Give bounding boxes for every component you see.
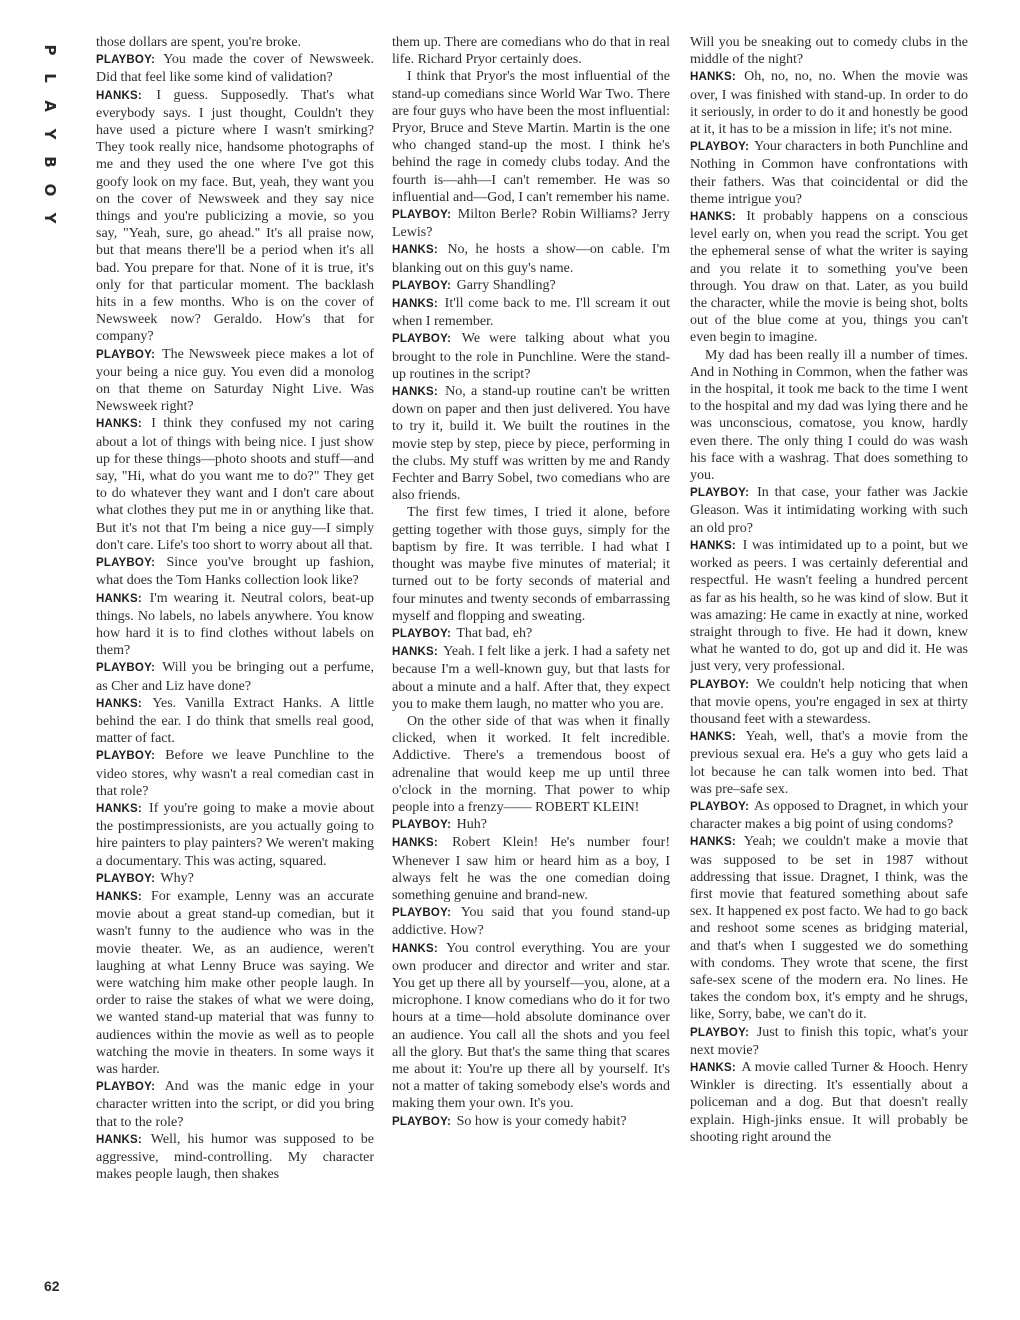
paragraph-text: My dad has been really ill a number of times. And in Nothing in Common, when the father was in the hospital, it took me back to the time I went to the hospital and my dad was lying there and he was unconscious, comatose, you know, hardly even there. The only thing I could do was wash his face with a washrag. That does something to you. — [690, 347, 968, 484]
paragraph-text: On the other side of that was when it finally clicked, when it worked. It felt incredible. Addictive. There's a tremendous boost of adrenaline that would keep me up until three o'clock in the morning. That power to whip people into a frenzy—— ROBERT KLEIN! — [392, 713, 670, 815]
speaker-label: HANKS: — [392, 386, 438, 399]
paragraph-text: Will you be bringing out a perfume, as Cher and Liz have done? — [96, 660, 374, 694]
page-number: 62 — [44, 1278, 60, 1294]
speaker-label: HANKS: — [392, 244, 438, 257]
paragraph-text: I think they confused my not caring about a lot of things with being nice. I just show up for these things—photo shoots and stuff—and say, "Hi, what do you want me to do?" They get to do whatever they want and I don't care about what clothes they put me in or anything like that. But it's not that I'm being a nice guy—I simply don't care. Life's too short to worry about all that. — [96, 416, 374, 553]
paragraph-text: A movie called Turner & Hooch. Henry Winkler is directing. It's essentially about a policeman and a dog. But that doesn't really explain. High-jinks ensue. It will probably be shooting right around the — [690, 1059, 968, 1145]
interview-exchange — [392, 625, 670, 643]
interview-exchange — [690, 68, 968, 138]
interview-exchange — [96, 695, 374, 748]
paragraph-text: Well, his humor was supposed to be aggressive, mind-controlling. My character makes people laugh, then shakes — [96, 1131, 374, 1183]
paragraph-text: Your characters in both Punchline and Nothing in Common have confrontations with their fathers. Was that coincidental or did the theme intrigue you? — [690, 139, 968, 207]
paragraph-text: We couldn't help noticing that when that movie opens, you're engaged in sex at thirty thousand feet with a stewardess. — [690, 676, 968, 727]
speaker-label: HANKS: — [392, 298, 438, 311]
speaker-label: HANKS: — [96, 890, 142, 903]
interview-exchange — [96, 888, 374, 1078]
running-head-letter: B — [41, 156, 59, 168]
paragraph-text: Just to finish this topic, what's your next movie? — [690, 1024, 968, 1058]
paragraph-text: Milton Berle? Robin Williams? Jerry Lewis? — [392, 207, 670, 241]
speaker-label: HANKS: — [690, 836, 736, 849]
interview-exchange — [96, 590, 374, 660]
interview-exchange — [392, 277, 670, 295]
interview-exchange — [96, 870, 374, 888]
paragraph-text: Yeah, well, that's a movie from the previous sexual era. He's a guy who gets laid a lot because he can talk women into bed. That was pre–safe sex. — [690, 729, 968, 797]
speaker-label: PLAYBOY: — [392, 907, 452, 920]
interview-exchange — [392, 241, 670, 276]
speaker-label: PLAYBOY: — [690, 1026, 750, 1039]
interview-exchange — [96, 87, 374, 346]
interview-exchange — [392, 816, 670, 834]
interview-exchange — [392, 330, 670, 383]
text-column-3 — [690, 34, 968, 1296]
paragraph-text: You said that you found stand-up addictive. How? — [392, 905, 670, 939]
speaker-label: PLAYBOY: — [96, 557, 156, 570]
interview-exchange — [392, 643, 670, 713]
speaker-label: PLAYBOY: — [690, 487, 750, 500]
interview-exchange — [96, 800, 374, 870]
paragraph-text: We were talking about what you brought to the role in Punchline. Were the stand-up routines in the script? — [392, 331, 670, 382]
interview-exchange — [96, 554, 374, 589]
running-head-letter: Y — [41, 128, 59, 140]
interview-exchange — [392, 940, 670, 1113]
interview-exchange — [392, 206, 670, 241]
speaker-label: HANKS: — [96, 802, 142, 815]
interview-exchange — [392, 383, 670, 504]
running-head-letter: Y — [41, 212, 59, 224]
speaker-label: PLAYBOY: — [690, 141, 750, 154]
interview-exchange — [96, 1078, 374, 1131]
paragraph-text: them up. There are comedians who do that in real life. Richard Pryor certainly does. — [392, 35, 670, 68]
interview-exchange — [96, 51, 374, 86]
paragraph-text: For example, Lenny was an accurate movie about a great stand-up comedian, but it wasn't funny to the audience who was in the movie theater. We, as an audience, weren't laughing at what Lenny Bruce was saying. We were watching him make other people laugh. In order to raise the stakes of what we were doing, we wanted stand-up material that was funny to audiences within the movie as well as to people watching the movie in theaters. In some ways it was harder. — [96, 888, 374, 1077]
paragraph-text: It probably happens on a conscious level early on, when you read the script. You get the ephemeral sense of what the writer is saying and you relate it to something you've been through. You draw on that. Later, as you build the character, while the movie is being shot, bolts out of the blue come at you, things you can't even begin to imagine. — [690, 209, 968, 346]
interview-exchange — [392, 834, 670, 904]
speaker-label: PLAYBOY: — [392, 627, 452, 640]
paragraph-text: Will you be sneaking out to comedy clubs in the middle of the night? — [690, 35, 968, 68]
speaker-label: PLAYBOY: — [392, 1115, 452, 1128]
paragraph-text: The first few times, I tried it alone, before getting together with those guys, simply for the baptism by fire. It was terrible. I had what I thought was maybe five minutes of material; it turned out to be forty seconds of material and four minutes and twenty seconds of embarrassing myself and flopping and sweating. — [392, 505, 670, 624]
interview-exchange — [690, 728, 968, 798]
speaker-label: PLAYBOY: — [96, 54, 156, 67]
paragraph-text: So how is your comedy habit? — [456, 1113, 627, 1129]
speaker-label: PLAYBOY: — [690, 800, 750, 813]
interview-exchange — [690, 1024, 968, 1059]
speaker-label: HANKS: — [690, 71, 736, 84]
speaker-label: PLAYBOY: — [392, 819, 452, 832]
speaker-label: PLAYBOY: — [96, 662, 156, 675]
interview-exchange — [392, 295, 670, 330]
text-column-1 — [96, 34, 374, 1296]
speaker-label: HANKS: — [690, 731, 736, 744]
speaker-label: PLAYBOY: — [96, 348, 156, 361]
speaker-label: HANKS: — [96, 592, 142, 605]
interview-exchange — [392, 904, 670, 939]
interview-exchange — [96, 346, 374, 416]
speaker-label: HANKS: — [392, 837, 438, 850]
speaker-label: HANKS: — [690, 211, 736, 224]
speaker-label: HANKS: — [96, 418, 142, 431]
paragraph — [96, 34, 374, 51]
speaker-label: PLAYBOY: — [392, 333, 452, 346]
speaker-label: HANKS: — [392, 942, 438, 955]
paragraph — [690, 347, 968, 485]
speaker-label: PLAYBOY: — [96, 1081, 156, 1094]
running-head-letter: O — [41, 183, 59, 197]
speaker-label: PLAYBOY: — [96, 872, 156, 885]
paragraph-text: No, a stand-up routine can't be written down on paper and then just delivered. You have to try it, build it. We built the routines in the movie step by step, piece by piece, performing in the clubs. My stuff was written by me and Randy Fechter and Barry Sobel, two comedians who are also friends. — [392, 384, 670, 504]
speaker-label: PLAYBOY: — [392, 209, 452, 222]
interview-exchange — [690, 1059, 968, 1146]
paragraph-text: That bad, eh? — [456, 625, 533, 641]
paragraph-text: Before we leave Punchline to the video stores, why wasn't a real comedian cast in that role? — [96, 748, 374, 799]
paragraph-text: Yes. Vanilla Extract Hanks. A little behind the ear. I do think that smells real good, matter of fact. — [96, 695, 374, 747]
paragraph-text: In that case, your father was Jackie Gleason. Was it intimidating working with such an old pro? — [690, 485, 968, 536]
running-head-letter: L — [41, 73, 59, 83]
speaker-label: PLAYBOY: — [96, 750, 156, 763]
interview-exchange — [96, 747, 374, 800]
paragraph-text: Oh, no, no, no. When the movie was over, I was finished with stand-up. In order to do it seriously, in order to do it and honestly be good at it, it has to be a mission in life; it's not mine. — [690, 69, 968, 138]
paragraph-text: And was the manic edge in your character written into the script, or did you bring that to the role? — [96, 1079, 374, 1130]
paragraph-text: You control everything. You are your own producer and director and writer and star. You get up there all by yourself—you, alone, at a microphone. I know comedians who do it for two hours at a time—hold absolute dominance over an audience. You call all the shots and you feel all the glory. But that's the same thing that scares me about it: You're up there all by yourself. It's not a matter of taking somebody else's words and making them your own. It's you. — [392, 940, 670, 1112]
paragraph-text: If you're going to make a movie about the postimpressionists, are you actually going to hire painters to play painters? We weren't making a documentary. This was acting, squared. — [96, 800, 374, 869]
interview-exchange — [690, 537, 968, 676]
text-column-2 — [392, 34, 670, 1296]
paragraph-text: Huh? — [456, 817, 487, 833]
speaker-label: PLAYBOY: — [392, 279, 452, 292]
running-head — [28, 36, 58, 232]
running-head-letter: A — [41, 100, 59, 112]
running-head-letter: P — [41, 44, 59, 56]
paragraph-text: As opposed to Dragnet, in which your character makes a big point of using condoms? — [690, 798, 968, 833]
paragraph-text: You made the cover of Newsweek. Did that feel like some kind of validation? — [96, 52, 374, 86]
interview-exchange — [690, 138, 968, 208]
interview-exchange — [96, 415, 374, 554]
speaker-label: HANKS: — [96, 1133, 142, 1146]
interview-exchange — [96, 1131, 374, 1184]
paragraph-text: The Newsweek piece makes a lot of your being a nice guy. You even did a monolog on that theme on Saturday Night Live. Was Newsweek right? — [96, 346, 374, 415]
interview-exchange — [690, 484, 968, 537]
speaker-label: HANKS: — [96, 697, 142, 710]
paragraph-text: Why? — [160, 870, 194, 886]
paragraph — [392, 713, 670, 816]
interview-exchange — [392, 1113, 670, 1131]
paragraph-text: I was intimidated up to a point, but we worked as peers. I was certainly deferential and respectful. He wasn't feeling a hundred percent as far as his health, so he was kind of slow. But it was amazing: He came in exactly at nine, worked straight through to five. He had it down, knew what he wanted to do, got up and did it. He was just very, very professional. — [690, 537, 968, 675]
paragraph-text: I think that Pryor's the most influential of the stand-up comedians since World War Two. There are four guys who have been the most influential: Pryor, Bruce and Steve Martin. Martin is the one who changed stand-up the most. I think he's behind the rage in comedy clubs today. And the fourth is—ahh—I can't remember. He was so influential and—God, I can't remember his name. — [392, 69, 670, 205]
paragraph-text: Yeah; we couldn't make a movie that was supposed to be set in 1987 without addressing that issue. Dragnet, I think, was the first movie that featured something about safe sex. It happened ex post facto. We had to go back and reshoot some scenes as bridging material, and that's when I suggested we do something with condoms. They wrote that scene, the first safe-sex scene of the modern era. No lines. He takes the condom box, it's empty and he shrugs, like, Sorry, babe, we can't do it. — [690, 834, 968, 1023]
paragraph-text: No, he hosts a show—on cable. I'm blanking out on this guy's name. — [392, 242, 670, 276]
interview-exchange — [690, 833, 968, 1023]
speaker-label: PLAYBOY: — [690, 678, 750, 691]
interview-exchange — [96, 659, 374, 694]
paragraph-text: It'll come back to me. I'll scream it out when I remember. — [392, 296, 670, 330]
speaker-label: HANKS: — [690, 539, 736, 552]
paragraph — [690, 34, 968, 68]
interview-exchange — [690, 676, 968, 729]
paragraph — [392, 34, 670, 68]
speaker-label: HANKS: — [690, 1061, 736, 1074]
interview-exchange — [690, 798, 968, 833]
paragraph-text: Garry Shandling? — [456, 277, 556, 293]
paragraph — [392, 68, 670, 206]
paragraph-text: I'm wearing it. Neutral colors, beat-up things. No labels, no labels anywhere. You know how hard it is to find clothes without labels on them? — [96, 590, 374, 659]
paragraph-text: I guess. Supposedly. That's what everybody says. I just thought, Couldn't they have used a picture where I wasn't smirking? They took really nice, handsome photographs of me and they used the one where I've got this goofy look on my face. But, yeah, they want you on the cover of Newsweek and they say nice things and you're publicizing a movie, so you say, "Yeah, sure, go ahead." It's all praise now, but that means there'll be a period when it's all bad. You prepare for that. None of it is true, it's only for that particular moment. The backlash hits in a few months. Who is on the cover of Newsweek now? Geraldo. How's that for company? — [96, 87, 374, 345]
paragraph-text: Robert Klein! He's number four! Whenever I saw him or heard him as a boy, I always felt he was the one comedian doing something genuine and brand-new. — [392, 835, 670, 903]
paragraph-text: Yeah. I felt like a jerk. I had a safety net because I'm a well-known guy, but that lasts for about a minute and a half. After that, they expect you to make them laugh, no matter who you are. — [392, 644, 670, 712]
speaker-label: HANKS: — [96, 89, 142, 102]
interview-exchange — [690, 208, 968, 347]
paragraph-text: those dollars are spent, you're broke. — [96, 35, 302, 50]
paragraph-text: Since you've brought up fashion, what does the Tom Hanks collection look like? — [96, 555, 374, 589]
paragraph — [392, 504, 670, 624]
speaker-label: HANKS: — [392, 646, 438, 659]
